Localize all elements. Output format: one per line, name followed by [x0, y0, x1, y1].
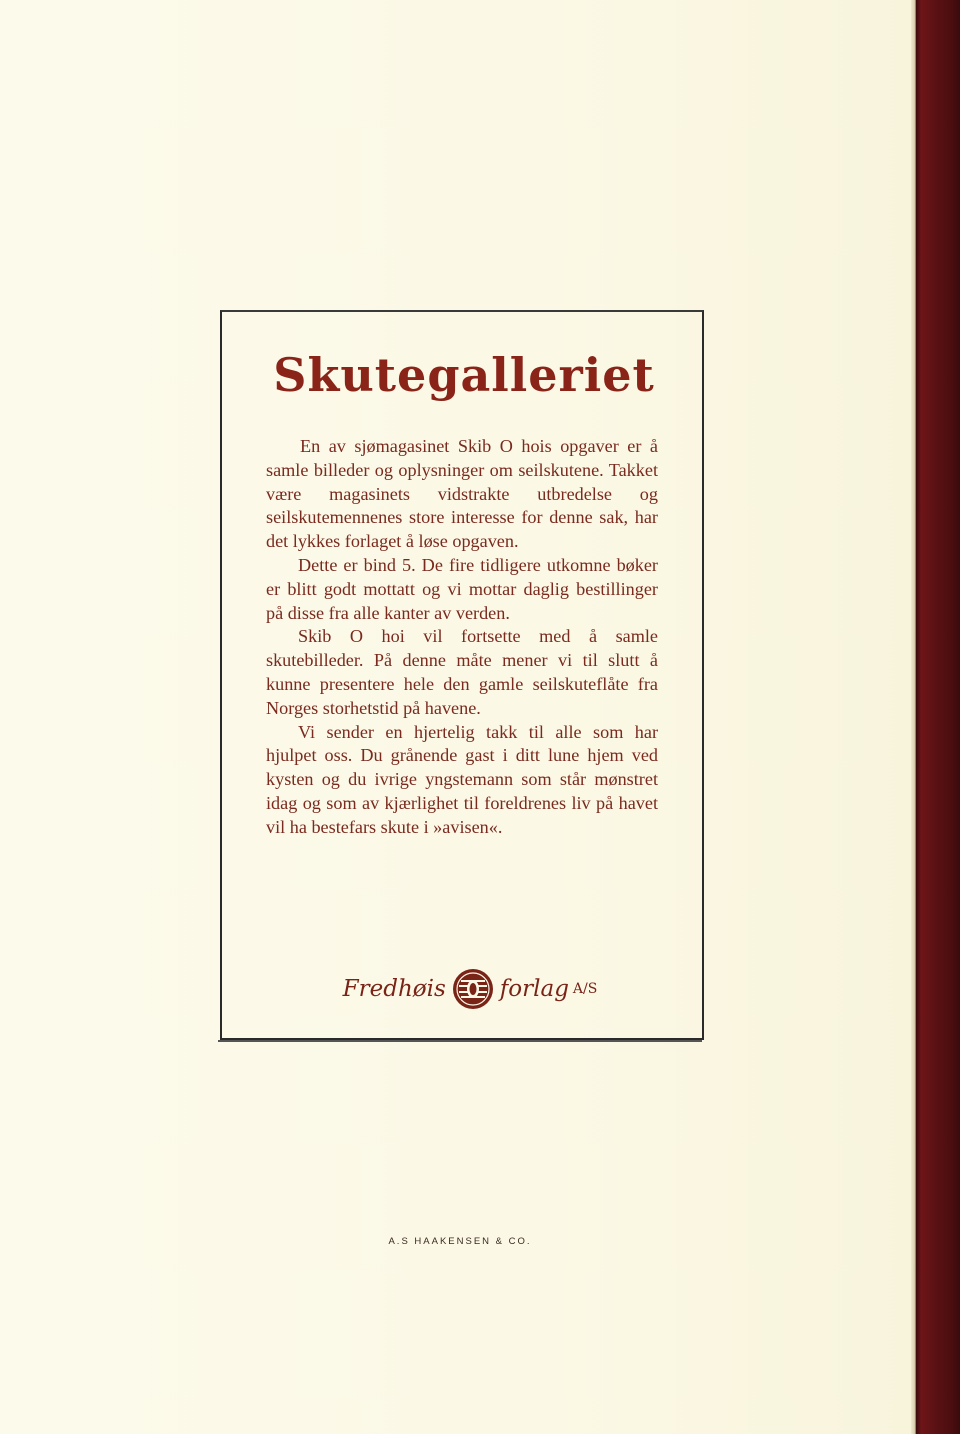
description-text [266, 435, 658, 840]
book-spine [916, 0, 960, 1434]
book-title: Skutegalleriet [273, 348, 655, 402]
publisher-emblem-icon [451, 967, 495, 1011]
printer-credit: A.S HAAKENSEN & CO. [388, 1236, 532, 1247]
paragraph: Vi sender en hjertelig takk til alle som har hjulpet oss. Du grånende gast i ditt lune hjem ved kysten og du ivrige yngstemann som står mønstret idag og som av kjærlighet til foreldrenes liv på havet vil ha bestefars skute i »avisen«. [266, 721, 658, 837]
frame-bottom-rule [218, 1040, 702, 1042]
publisher-imprint [340, 964, 600, 1014]
paragraph: Skib O hoi vil fortsette med å samle skutebilleder. På denne måte mener vi til slutt å kunne presentere hele den gamle seilskuteflåte fra Norges storhetstid på havene. [266, 626, 658, 718]
paragraph: En av sjømagasinet Skib O hois opgaver er å samle billeder og oplysninger om seilskutene. Takket være magasinets vidstrakte utbredelse og seilskutemennenes store interesse for denne sak, har det lykkes forlaget å løse opgaven. [266, 436, 658, 552]
publisher-suffix: A/S [572, 981, 598, 997]
publisher-name: Fredhøis [342, 976, 446, 1002]
paragraph: Dette er bind 5. De fire tidligere utkomne bøker er blitt godt mottatt og vi mottar daglig bestillinger på disse fra alle kanter av verden. [266, 554, 658, 623]
publisher-forlag: forlag [499, 976, 569, 1002]
